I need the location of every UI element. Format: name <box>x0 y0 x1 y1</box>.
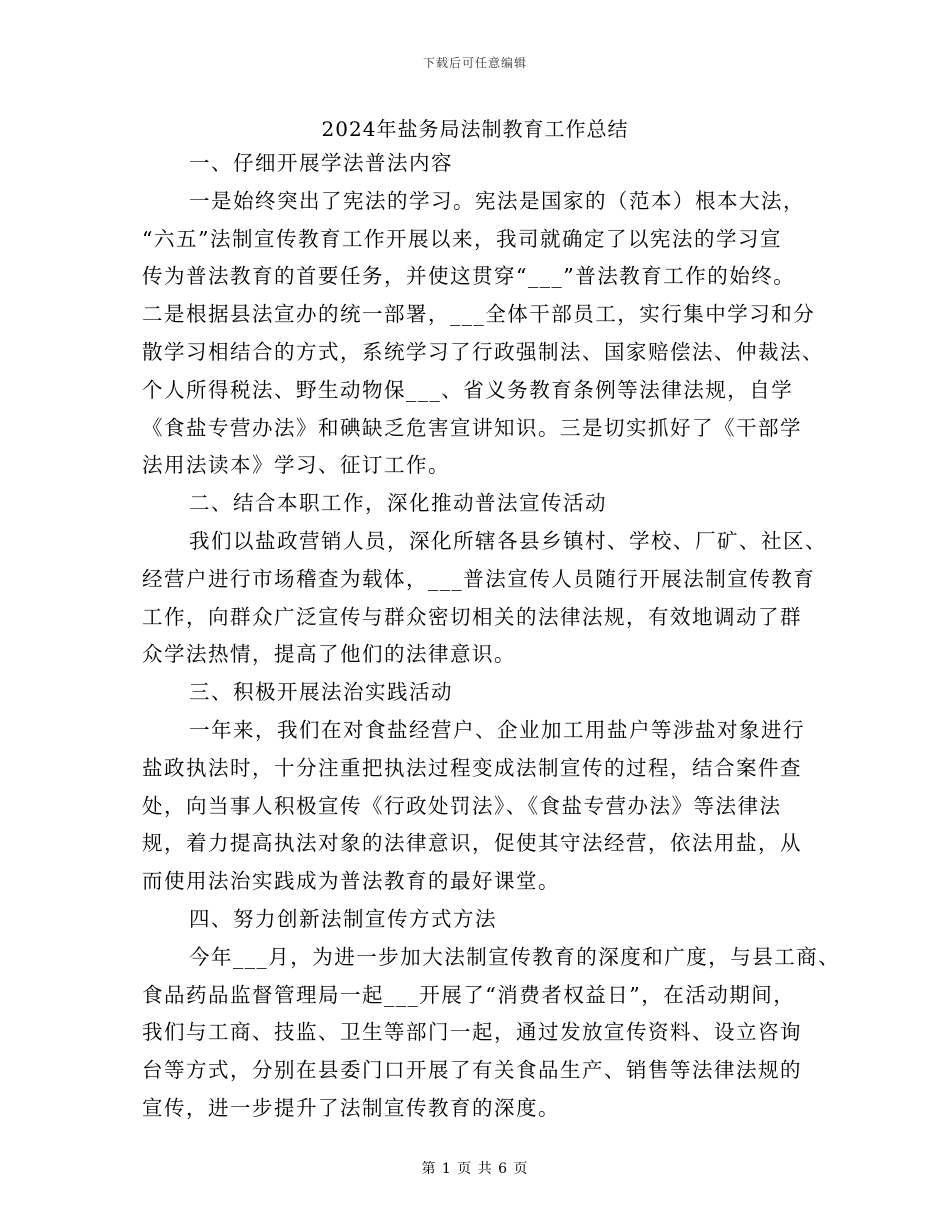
page-footer: 第 1 页 共 6 页 <box>421 1161 529 1177</box>
paragraph-line: 我们与工商、技监、卫生等部门一起，通过发放宣传资料、设立咨询 <box>142 1020 802 1044</box>
paragraph-line: 众学法热情，提高了他们的法律意识。 <box>142 642 516 666</box>
paragraph-line: 处，向当事人积极宣传《行政处罚法》、《食盐专营办法》等法律法 <box>142 794 782 818</box>
paragraph-first-line: 一是始终突出了宪法的学习。宪法是国家的（范本）根本大法， <box>189 189 805 213</box>
paragraph-line: 经营户进行市场稽查为载体，___普法宣传人员随行开展法制宣传教育 <box>142 567 816 591</box>
paragraph-line: “六五”法制宣传教育工作开展以来，我司就确定了以宪法的学习宣 <box>142 227 782 251</box>
page-header-note: 下载后可任意编辑 <box>422 56 527 70</box>
paragraph-line: 传为普法教育的首要任务，并使这贯穿“___”普法教育工作的始终。 <box>142 264 796 288</box>
paragraph-line: 食品药品监督管理局一起___开展了“消费者权益日”，在活动期间， <box>142 983 796 1007</box>
paragraph-first-line: 一年来，我们在对食盐经营户、企业加工用盐户等涉盐对象进行 <box>189 718 805 742</box>
paragraph-first-line: 二、结合本职工作，深化推动普法宣传活动 <box>189 491 607 515</box>
paragraph-line: 工作，向群众广泛宣传与群众密切相关的法律法规，有效地调动了群 <box>142 605 802 629</box>
paragraph-line: 盐政执法时，十分注重把执法过程变成法制宣传的过程，结合案件查 <box>142 756 802 780</box>
paragraph-first-line: 我们以盐政营销人员，深化所辖各县乡镇村、学校、厂矿、社区、 <box>189 529 827 553</box>
paragraph-line: 个人所得税法、野生动物保___、省义务教育条例等法律法规，自学 <box>142 378 794 402</box>
paragraph-line: 台等方式，分别在县委门口开展了有关食品生产、销售等法律法规的 <box>142 1058 802 1082</box>
paragraph-line: 《食盐专营办法》和碘缺乏危害宣讲知识。三是切实抓好了《干部学 <box>142 416 802 440</box>
paragraph-first-line: 四、努力创新法制宣传方式方法 <box>189 907 497 931</box>
paragraph-line: 法用法读本》学习、征订工作。 <box>142 453 450 477</box>
paragraph-line: 宣传，进一步提升了法制宣传教育的深度。 <box>142 1096 560 1120</box>
paragraph-first-line: 今年___月，为进一步加大法制宣传教育的深度和广度，与县工商、 <box>189 945 841 969</box>
paragraph-line: 二是根据县法宣办的统一部署，___全体干部员工，实行集中学习和分 <box>142 302 816 326</box>
paragraph-line: 而使用法治实践成为普法教育的最好课堂。 <box>142 869 560 893</box>
paragraph-first-line: 一、仔细开展学法普法内容 <box>189 151 453 175</box>
document-title: 2024年盐务局法制教育工作总结 <box>321 117 629 141</box>
paragraph-line: 散学习相结合的方式，系统学习了行政强制法、国家赔偿法、仲裁法、 <box>142 340 824 364</box>
paragraph-first-line: 三、积极开展法治实践活动 <box>189 680 453 704</box>
paragraph-line: 规，着力提高执法对象的法律意识，促使其守法经营，依法用盐，从 <box>142 831 802 855</box>
